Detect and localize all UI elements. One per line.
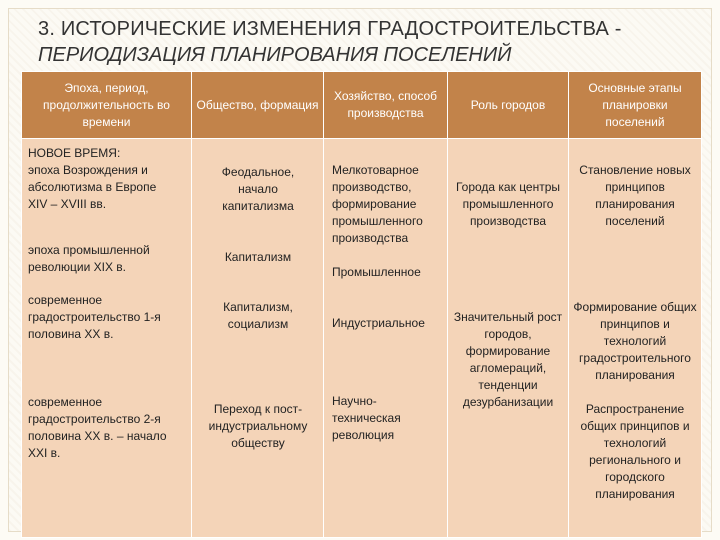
era-modern-second-half: современное градостроительство 2-я половина XX в. – начало XXI в. [28, 395, 167, 460]
society-column [192, 139, 324, 538]
stages-regional-planning: Распространение общих принципов и технологий регионального и городского планирования [580, 402, 690, 501]
era-renaissance: эпоха Возрождения и абсолютизма в Европе XIV – XVIII вв. [28, 163, 157, 211]
cities-column [448, 139, 569, 538]
society-feudal: Феодальное, начало капитализма [221, 165, 295, 213]
era-new-time-heading: НОВОЕ ВРЕМЯ: [28, 146, 121, 160]
table-body-row [22, 139, 702, 538]
economy-column [324, 139, 448, 538]
table-header-row [22, 72, 702, 139]
slide-subtitle: ПЕРИОДИЗАЦИЯ ПЛАНИРОВАНИЯ ПОСЕЛЕНИЙ [38, 44, 512, 66]
cities-agglomeration: Значительный рост городов, формирование агломераций, тенденции дезурбанизации [453, 310, 563, 409]
header-cities: Роль городов [448, 72, 569, 139]
era-modern-first-half: современное градостроительство 1-я половина XX в. [28, 293, 161, 341]
economy-industrialized: Индустриальное [332, 316, 425, 330]
stages-new-principles: Становление новых принципов планирования поселений [579, 163, 691, 228]
economy-small-scale: Мелкотоварное производство, формирование промышленного производства [332, 163, 423, 245]
stages-column [569, 139, 702, 538]
cities-industrial-centers: Города как центры промышленного производства [455, 180, 561, 228]
era-industrial-revolution: эпоха промышленной революции XIX в. [28, 243, 150, 274]
stages-general-principles: Формирование общих принципов и технологий градостроительного планирования [573, 300, 697, 382]
economy-industrial: Промышленное [332, 265, 421, 279]
society-post-industrial: Переход к пост-индустриальному обществу [208, 402, 308, 450]
header-society: Общество, формация [192, 72, 324, 139]
society-capitalism: Капитализм [224, 250, 292, 264]
slide-title: 3. ИСТОРИЧЕСКИЕ ИЗМЕНЕНИЯ ГРАДОСТРОИТЕЛЬСТВА - [38, 18, 622, 40]
header-stages: Основные этапы планировки поселений [569, 72, 702, 139]
header-economy: Хозяйство, способ производства [324, 72, 448, 139]
header-era: Эпоха, период, продолжительность во времени [22, 72, 192, 139]
periodization-table [21, 71, 701, 537]
era-column [22, 139, 192, 538]
society-capitalism-socialism: Капитализм, социализм [223, 300, 293, 331]
economy-sci-tech-revolution: Научно-техническая революция [332, 394, 401, 442]
